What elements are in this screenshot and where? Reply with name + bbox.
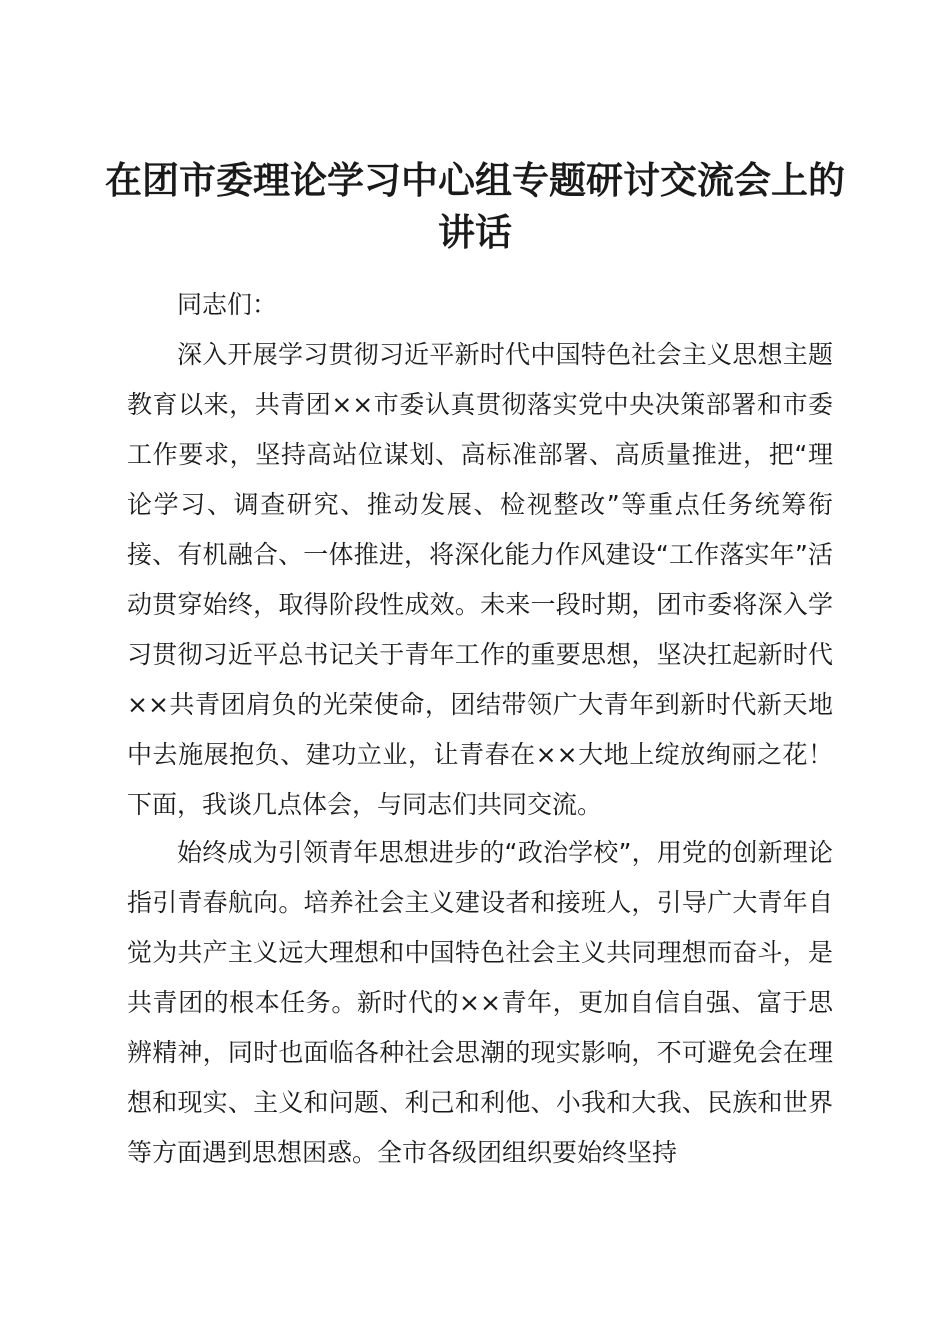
paragraph-2: 始终成为引领青年思想进步的“政治学校”，用党的创新理论指引青春航向。培养社会主义建设者和接班人，引导广大青年自觉为共产主义远大理想和中国特色社会主义共同理想而奋斗，是共青团的根本任务。新时代的××青年，更加自信自强、富于思辨精神，同时也面临各种社会思潮的现实影响，不可避免会在理想和现实、主义和问题、利己和利他、小我和大我、民族和世界等方面遇到思想困惑。全市各级团组织要始终坚持 <box>127 838 833 1167</box>
greeting: 同志们： <box>177 290 278 319</box>
paragraph-1: 深入开展学习贯彻习近平新时代中国特色社会主义思想主题教育以来，共青团××市委认真贯彻落实党中央决策部署和市委工作要求，坚持高站位谋划、高标准部署、高质量推进，把“理论学习、调查研究、推动发展、检视整改”等重点任务统筹衔接、有机融合、一体推进，将深化能力作风建设“工作落实年”活动贯穿始终，取得阶段性成效。未来一段时期，团市委将深入学习贯彻习近平总书记关于青年工作的重要思想，坚决扛起新时代××共青团肩负的光荣使命，团结带领广大青年到新时代新天地中去施展抱负、建功立业，让青春在××大地上绽放绚丽之花！下面，我谈几点体会，与同志们共同交流。 <box>127 340 833 819</box>
document-title: 在团市委理论学习中心组专题研讨交流会上的讲话 <box>105 159 845 254</box>
